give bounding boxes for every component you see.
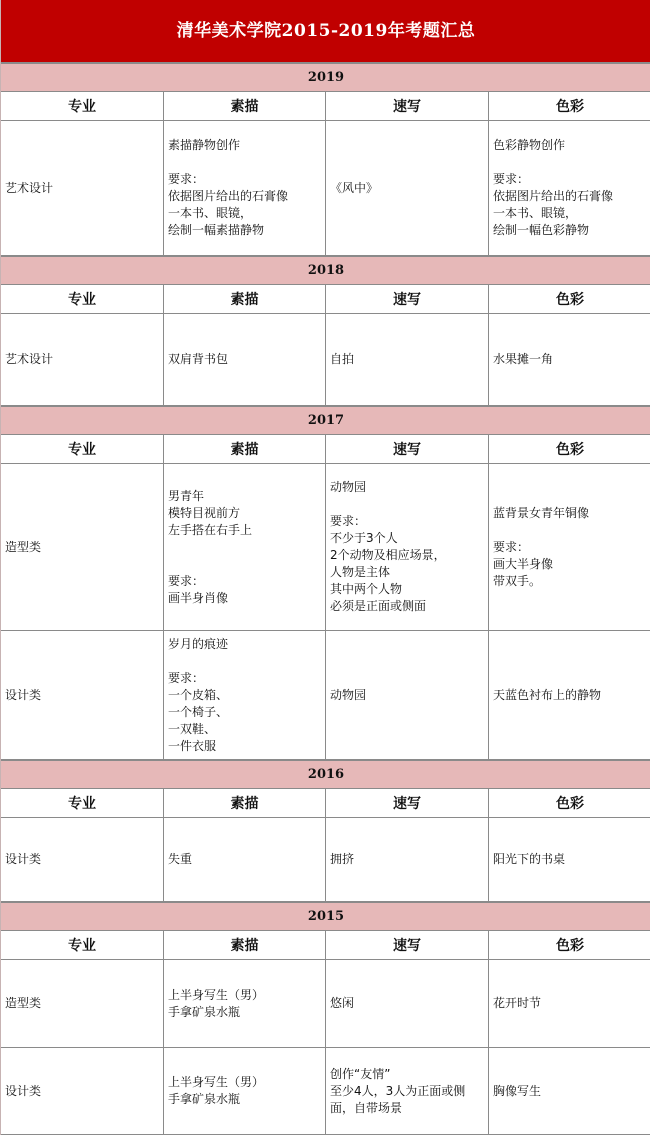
cell-major-text: 艺术设计 (5, 180, 54, 195)
cell-major (1, 631, 164, 759)
cell-sketch (164, 818, 326, 901)
year-label: 2018 (307, 263, 345, 278)
cell-sketch (164, 121, 326, 255)
cell-major (1, 818, 164, 901)
cell-color-text: 水果摊一角 (493, 352, 554, 366)
header-major: 专业 (1, 789, 164, 817)
header-color: 色彩 (556, 796, 584, 812)
header-row (1, 92, 650, 121)
cell-color-text: 天蓝色衬布上的静物 (493, 687, 602, 702)
cell-quick (326, 818, 489, 901)
year-band (1, 406, 650, 435)
header-row (1, 789, 650, 818)
cell-color (489, 121, 650, 255)
header-quick: 速写 (326, 435, 489, 463)
cell-color-text: 胸像写生 (493, 1083, 542, 1098)
cell-color (489, 314, 650, 405)
cell-major (1, 960, 164, 1047)
header-sketch: 素描 (164, 92, 326, 120)
header-quick: 速写 (326, 931, 489, 959)
cell-major-text: 设计类 (5, 687, 42, 702)
header-color: 色彩 (556, 442, 584, 458)
year-band (1, 63, 650, 92)
cell-quick (326, 464, 489, 630)
cell-color-text: 花开时节 (493, 996, 542, 1010)
cell-quick-text: 动物园 要求： 不少于3个人 2个动物及相应场景， 人物是主体 其中两个人物 必须是正面或侧面 (330, 480, 446, 613)
year-band (1, 256, 650, 285)
cell-quick (326, 1048, 489, 1134)
cell-major-text: 设计类 (5, 1083, 42, 1098)
cell-sketch-text: 岁月的痕迹 要求： 一个皮箱、 一个椅子、 一双鞋、 一件衣服 (168, 636, 229, 753)
header-major: 专业 (1, 435, 164, 463)
header-major: 专业 (1, 285, 164, 313)
year-label: 2019 (307, 70, 345, 85)
cell-quick (326, 631, 489, 759)
cell-color-text: 阳光下的书桌 (493, 852, 566, 866)
cell-color (489, 1048, 650, 1134)
year-band (1, 902, 650, 931)
table-row (1, 818, 650, 902)
cell-major-text: 设计类 (5, 852, 42, 866)
header-sketch: 素描 (164, 285, 326, 313)
cell-major-text: 艺术设计 (5, 352, 54, 366)
cell-quick (326, 121, 489, 255)
cell-quick-text: 《风中》 (330, 180, 379, 195)
year-band (1, 760, 650, 789)
year-label: 2015 (307, 909, 345, 924)
table-row (1, 121, 650, 256)
header-quick: 速写 (326, 285, 489, 313)
cell-color (489, 631, 650, 759)
header-color: 色彩 (556, 938, 584, 954)
cell-sketch-text: 双肩背书包 (168, 352, 229, 366)
header-color: 色彩 (556, 99, 584, 115)
header-quick: 速写 (326, 92, 489, 120)
cell-color-text: 色彩静物创作 要求： 依据图片给出的石膏像 一本书、眼镜， 绘制一幅色彩静物 (493, 138, 614, 237)
cell-quick-text: 动物园 (330, 687, 367, 702)
table-title: 清华美术学院2015-2019年考题汇总 (1, 0, 650, 63)
header-sketch: 素描 (164, 435, 326, 463)
cell-quick (326, 314, 489, 405)
cell-major (1, 464, 164, 630)
header-major: 专业 (1, 931, 164, 959)
cell-sketch (164, 1048, 326, 1134)
table-row (1, 631, 650, 760)
cell-sketch (164, 314, 326, 405)
cell-color-text: 蓝背景女青年铜像 要求： 画大半身像 带双手。 (493, 505, 590, 588)
cell-quick-text: 自拍 (330, 352, 355, 366)
header-sketch: 素描 (164, 931, 326, 959)
cell-major-text: 造型类 (5, 996, 42, 1010)
cell-quick (326, 960, 489, 1047)
header-major: 专业 (1, 92, 164, 120)
cell-quick-text: 拥挤 (330, 852, 355, 866)
cell-sketch-text: 上半身写生（男） 手拿矿泉水瓶 (168, 1075, 265, 1106)
table-row (1, 1048, 650, 1135)
cell-sketch (164, 631, 326, 759)
header-row (1, 435, 650, 464)
cell-sketch (164, 464, 326, 630)
cell-major (1, 1048, 164, 1134)
cell-sketch (164, 960, 326, 1047)
cell-sketch-text: 上半身写生（男） 手拿矿泉水瓶 (168, 987, 265, 1019)
cell-sketch-text: 素描静物创作 要求： 依据图片给出的石膏像 一本书、眼镜， 绘制一幅素描静物 (168, 138, 289, 237)
cell-sketch-text: 男青年 模特目视前方 左手搭在右手上 要求： 画半身肖像 (168, 488, 253, 605)
header-row (1, 285, 650, 314)
header-row (1, 931, 650, 960)
cell-quick-text: 创作“友情” 至少4人，3人为正面或侧 面，自带场景 (330, 1066, 466, 1115)
cell-color (489, 464, 650, 630)
cell-color (489, 960, 650, 1047)
cell-color (489, 818, 650, 901)
cell-major-text: 造型类 (5, 539, 42, 554)
cell-sketch-text: 失重 (168, 852, 193, 866)
header-sketch: 素描 (164, 789, 326, 817)
header-quick: 速写 (326, 789, 489, 817)
table-row (1, 464, 650, 631)
year-label: 2016 (307, 767, 345, 782)
table-row (1, 960, 650, 1048)
table-row (1, 314, 650, 406)
cell-major (1, 314, 164, 405)
cell-major (1, 121, 164, 255)
cell-quick-text: 悠闲 (330, 996, 355, 1010)
header-color: 色彩 (556, 292, 584, 308)
year-label: 2017 (307, 413, 345, 428)
